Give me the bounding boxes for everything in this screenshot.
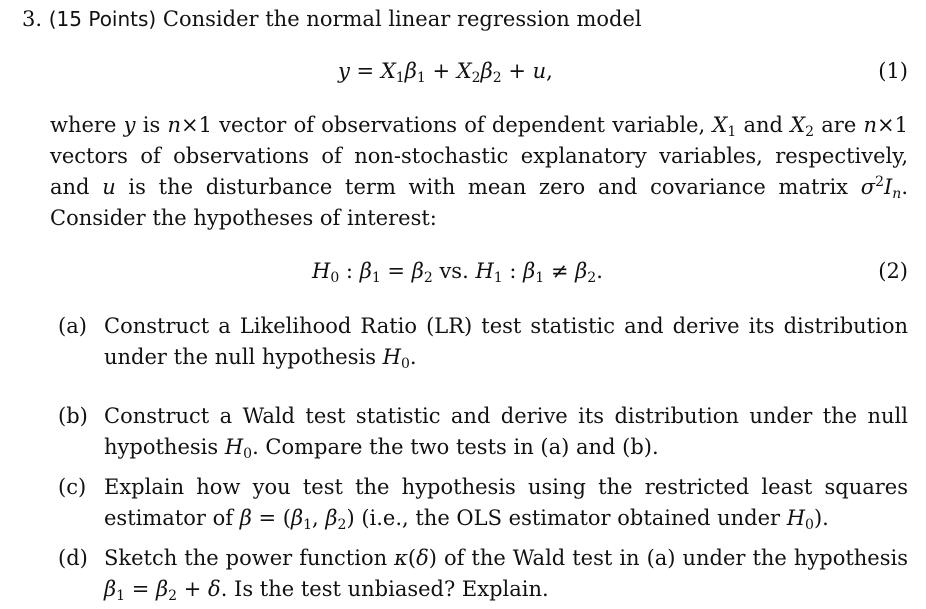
model-description: where y is n×1 vector of observations of dependent variable, $X_1$ and $X_2$ are n×1 vectors of observations of non-stochastic explanatory variables, respectively, and u is the disturbance term with mean zero and covariance matrix $\sigma^2I_n$. Consider the hypotheses of interest:	[50, 113, 908, 230]
part-a-label: (a)	[58, 314, 87, 338]
equation-1-number: (1)	[878, 59, 908, 83]
part-c-text: Explain how you test the hypothesis using the restricted least squares estimator of $\beta = (\beta_1$, $\beta_2$) (i.e., the OLS estimator obtained under $H_0$).	[104, 475, 908, 533]
part-c-label: (c)	[58, 475, 87, 499]
equation-2: $H_0$ : $\beta_1 = \beta_2$ vs. $H_1$ : $\beta_1 \ne \beta_2$.	[312, 259, 603, 286]
eq1-y: y	[338, 59, 350, 83]
problem-points: (15 Points)	[48, 7, 157, 31]
problem-intro: Consider the normal linear regression model	[162, 7, 642, 31]
part-b-text: Construct a Wald test statistic and derive its distribution under the null hypothesis $H_0$. Compare the two tests in (a) and (b).	[104, 404, 908, 462]
equation-2-number: (2)	[878, 259, 908, 283]
part-a-text: Construct a Likelihood Ratio (LR) test statistic and derive its distribution under the null hypothesis $H_0$.	[104, 314, 908, 372]
part-d-text: Sketch the power function κ(δ) of the Wald test in (a) under the hypothesis $\beta_1 = \beta_2 + \delta$. Is the test unbiased? Explain.	[104, 546, 908, 604]
problem-number: 3.	[22, 7, 43, 31]
equation-1: $y = X_1\beta_1 + X_2\beta_2 + u$,	[338, 59, 553, 86]
part-b-label: (b)	[58, 404, 88, 428]
part-d-label: (d)	[58, 546, 88, 570]
problem-heading	[22, 4, 642, 35]
